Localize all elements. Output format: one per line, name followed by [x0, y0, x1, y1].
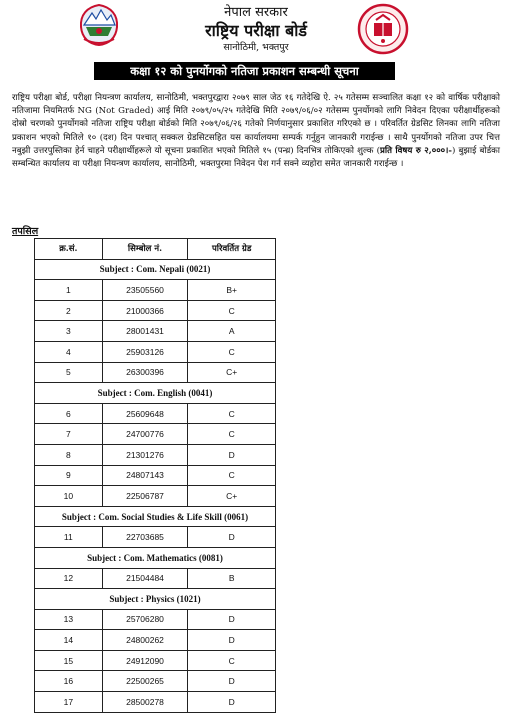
- subject-heading: Subject : Physics (1021): [35, 589, 276, 610]
- grade-cell: D: [188, 444, 276, 465]
- symbol-number-cell: 25706280: [102, 609, 188, 630]
- symbol-number-cell: 24800262: [102, 630, 188, 651]
- notice-text-part1: राष्ट्रिय परीक्षा बोर्ड, परीक्षा नियन्त्रण कार्यालय, सानोठिमी, भक्तपुरद्वारा २०७९ साल जेठ १६ गतेदेखि ऐ. २५ गतेसम्म सञ्चालित कक्षा १२ को वार्षिक परीक्षाको नतिजामा नियमितर्फ NG (Not Graded) आई मिति २०७९/०५/२५ गतेदेखि मिति २०७९/०६/०२ गतेसम्म पुनर्योगको लागि निवेदन दिएका परीक्षार्थीहरूको दोस्रो चरणको पुनर्योगको नतिजा राष्ट्रिय परीक्षा बोर्डको मिति २०७९/०६/२६ गतेको निर्णयानुसार प्रकाशित गरिएको छ । परिवर्तित ग्रेडसिट लिनका लागि नतिजा प्रकाशन भएको मितिले १० (दश) दिन पश्चात् सक्कल ग्रेडसिटसहित यस कार्यालयमा सम्पर्क गर्नुहुन जानकारी गराईन्छ । साथै पुनर्योगको नतिजा उपर चित्त नबुझी उत्तरपुस्तिका हेर्न चाहने परीक्षार्थीहरूले यो सूचना प्रकाशित भएको मितिले १५ (पन्ध्र) दिनभित्र तोकिएको शुल्क (: [12, 93, 500, 156]
- table-row: [35, 280, 276, 301]
- letterhead: [0, 0, 512, 62]
- table-row: [35, 403, 276, 424]
- column-header-serial: क्र.सं.: [35, 239, 103, 260]
- serial-cell: 14: [35, 630, 103, 651]
- serial-cell: 11: [35, 527, 103, 548]
- board-address: सानोठिमी, भक्तपुर: [223, 42, 289, 53]
- subject-heading: Subject : Com. Nepali (0021): [35, 259, 276, 280]
- serial-cell: 9: [35, 465, 103, 486]
- table-row: [35, 465, 276, 486]
- subject-row: [35, 589, 276, 610]
- symbol-number-cell: 24807143: [102, 465, 188, 486]
- serial-cell: 10: [35, 486, 103, 507]
- table-row: [35, 362, 276, 383]
- serial-cell: 6: [35, 403, 103, 424]
- table-header-row: [35, 239, 276, 260]
- grade-cell: C: [188, 341, 276, 362]
- grade-cell: D: [188, 527, 276, 548]
- symbol-number-cell: 25609648: [102, 403, 188, 424]
- table-row: [35, 321, 276, 342]
- details-label: तपसिल: [12, 226, 39, 237]
- serial-cell: 3: [35, 321, 103, 342]
- table-row: [35, 630, 276, 651]
- grade-cell: C: [188, 650, 276, 671]
- serial-cell: 4: [35, 341, 103, 362]
- table-row: [35, 650, 276, 671]
- nepal-government-emblem-icon: [78, 3, 120, 47]
- serial-cell: 15: [35, 650, 103, 671]
- column-header-grade: परिवर्तित ग्रेड: [188, 239, 276, 260]
- table-row: [35, 444, 276, 465]
- grade-cell: C: [188, 300, 276, 321]
- grade-cell: D: [188, 692, 276, 713]
- fee-amount: प्रति विषय रु २,०००।-: [379, 145, 452, 156]
- grade-cell: A: [188, 321, 276, 342]
- grade-table-body: [35, 259, 276, 712]
- symbol-number-cell: 24912090: [102, 650, 188, 671]
- symbol-number-cell: 23505560: [102, 280, 188, 301]
- subject-row: [35, 259, 276, 280]
- serial-cell: 16: [35, 671, 103, 692]
- grade-cell: D: [188, 630, 276, 651]
- serial-cell: 8: [35, 444, 103, 465]
- grade-cell: C: [188, 465, 276, 486]
- subject-heading: Subject : Com. English (0041): [35, 383, 276, 404]
- table-row: [35, 692, 276, 713]
- board-name: राष्ट्रिय परीक्षा बोर्ड: [205, 21, 307, 40]
- symbol-number-cell: 21504484: [102, 568, 188, 589]
- symbol-number-cell: 22506787: [102, 486, 188, 507]
- table-row: [35, 609, 276, 630]
- notice-title: कक्षा १२ को पुनर्योगको नतिजा प्रकाशन सम्बन्धी सूचना: [94, 62, 395, 80]
- symbol-number-cell: 22703685: [102, 527, 188, 548]
- notice-text-part2: ) बुझाई बोर्डका सम्बन्धित कार्यालय वा परीक्षा नियन्त्रण कार्यालय, सानोठिमी, भक्तपुरमा निवेदन पेश गर्न सक्ने व्यहोरा समेत जानकारी गराईन्छ ।: [12, 145, 500, 170]
- symbol-number-cell: 24700776: [102, 424, 188, 445]
- symbol-number-cell: 22500265: [102, 671, 188, 692]
- serial-cell: 1: [35, 280, 103, 301]
- grade-cell: B+: [188, 280, 276, 301]
- table-row: [35, 486, 276, 507]
- subject-row: [35, 383, 276, 404]
- subject-row: [35, 506, 276, 527]
- grade-table: [34, 238, 276, 713]
- table-row: [35, 300, 276, 321]
- serial-cell: 2: [35, 300, 103, 321]
- column-header-symbol: सिम्बोल नं.: [102, 239, 188, 260]
- table-row: [35, 671, 276, 692]
- government-name: नेपाल सरकार: [224, 5, 288, 20]
- examination-board-logo-icon: [357, 3, 409, 55]
- grade-cell: C+: [188, 486, 276, 507]
- grade-cell: D: [188, 609, 276, 630]
- serial-cell: 17: [35, 692, 103, 713]
- subject-row: [35, 547, 276, 568]
- grade-cell: C+: [188, 362, 276, 383]
- subject-heading: Subject : Com. Social Studies & Life Skill (0061): [35, 506, 276, 527]
- serial-cell: 12: [35, 568, 103, 589]
- grade-cell: D: [188, 671, 276, 692]
- table-row: [35, 341, 276, 362]
- grade-cell: C: [188, 424, 276, 445]
- serial-cell: 5: [35, 362, 103, 383]
- serial-cell: 7: [35, 424, 103, 445]
- symbol-number-cell: 21000366: [102, 300, 188, 321]
- symbol-number-cell: 25903126: [102, 341, 188, 362]
- grade-cell: C: [188, 403, 276, 424]
- subject-heading: Subject : Com. Mathematics (0081): [35, 547, 276, 568]
- serial-cell: 13: [35, 609, 103, 630]
- table-row: [35, 424, 276, 445]
- symbol-number-cell: 28001431: [102, 321, 188, 342]
- symbol-number-cell: 21301276: [102, 444, 188, 465]
- notice-body: [12, 92, 500, 171]
- table-row: [35, 527, 276, 548]
- grade-cell: B: [188, 568, 276, 589]
- symbol-number-cell: 28500278: [102, 692, 188, 713]
- table-row: [35, 568, 276, 589]
- symbol-number-cell: 26300396: [102, 362, 188, 383]
